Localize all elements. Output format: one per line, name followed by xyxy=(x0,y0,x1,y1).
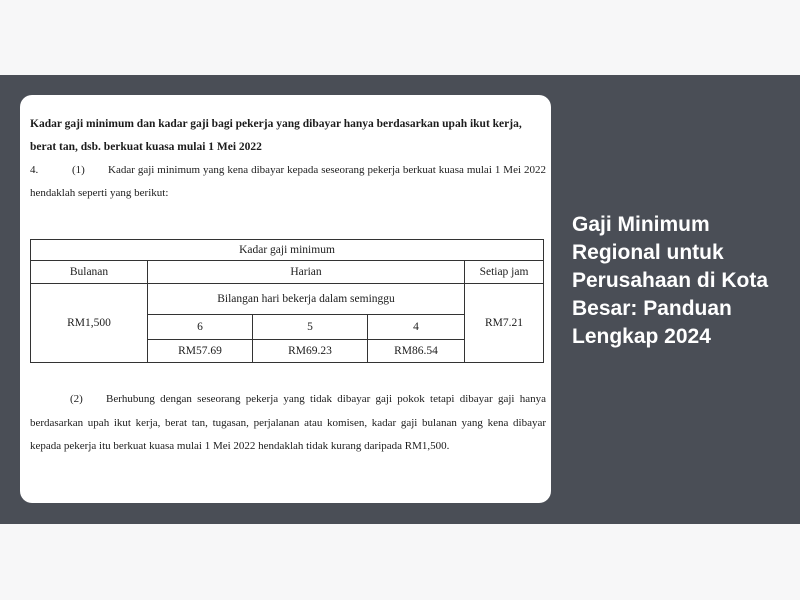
paragraph-4-1 xyxy=(30,159,546,205)
paragraph-number: 4. xyxy=(30,164,39,176)
monthly-wage-value: RM1,500 xyxy=(31,284,148,363)
column-header-hourly: Setiap jam xyxy=(465,261,544,284)
daily-wage-4-days: RM86.54 xyxy=(368,340,465,363)
column-header-daily: Harian xyxy=(148,261,465,284)
days-6-header: 6 xyxy=(148,315,253,340)
daily-wage-6-days: RM57.69 xyxy=(148,340,253,363)
subsection-number: (2) xyxy=(70,393,83,405)
document-image-card xyxy=(20,95,551,503)
article-title: Gaji Minimum Regional untuk Perusahaan di Kota Besar: Panduan Lengkap 2024 xyxy=(572,213,769,348)
column-header-monthly: Bulanan xyxy=(31,261,148,284)
paragraph-4-2 xyxy=(30,388,546,459)
subsection-number: (1) xyxy=(72,164,85,176)
days-4-header: 4 xyxy=(368,315,465,340)
hourly-wage-value: RM7.21 xyxy=(465,284,544,363)
days-5-header: 5 xyxy=(253,315,368,340)
paragraph-text: Kadar gaji minimum yang kena dibayar kepada seseorang pekerja berkuat kuasa mulai 1 Mei 2022 hendaklah seperti yang berikut: xyxy=(30,164,546,199)
document-heading: Kadar gaji minimum dan kadar gaji bagi pekerja yang dibayar hanya berdasarkan upah ikut kerja, berat tan, dsb. berkuat kuasa mulai 1 Mei 2022 xyxy=(30,118,522,153)
document-text xyxy=(30,113,546,205)
days-per-week-header: Bilangan hari bekerja dalam seminggu xyxy=(148,284,465,315)
paragraph-text: Berhubung dengan seseorang pekerja yang tidak dibayar gaji pokok tetapi dibayar gaji hanya berdasarkan upah ikut kerja, berat tan, tugasan, perjalanan atau komisen, kadar gaji bulanan yang kena dibayar kepada pekerja itu berkuat kuasa mulai 1 Mei 2022 hendaklah tidak kurang daripada RM1,500. xyxy=(30,393,546,452)
daily-wage-5-days: RM69.23 xyxy=(253,340,368,363)
minimum-wage-table xyxy=(30,239,544,363)
table-caption: Kadar gaji minimum xyxy=(31,240,544,261)
